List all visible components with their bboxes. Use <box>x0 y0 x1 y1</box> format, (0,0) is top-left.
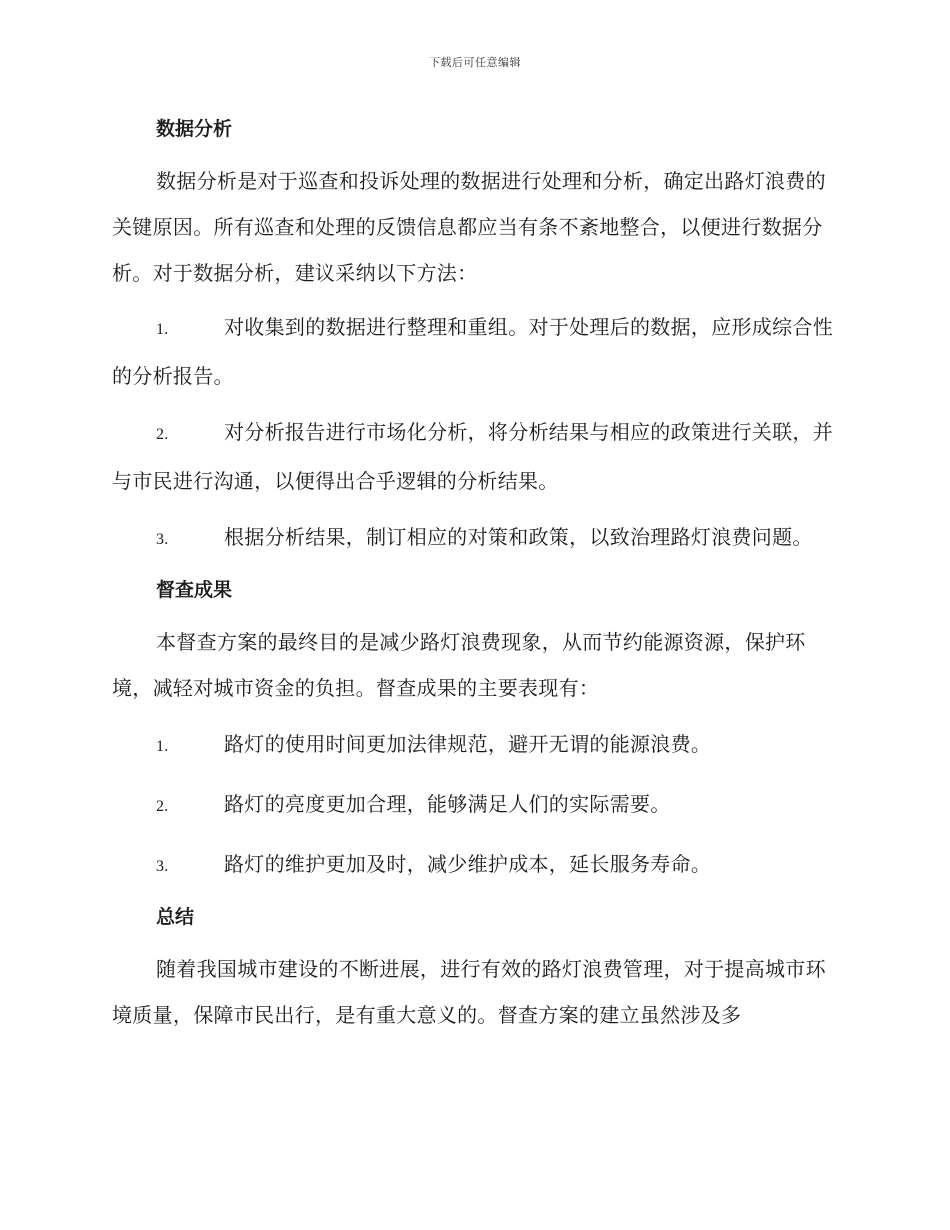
list-item <box>112 304 834 399</box>
paragraph-supervision-results-intro: 本督查方案的最终目的是减少路灯浪费现象，从而节约能源资源，保护环境，减轻对城市资金的负担。督查成果的主要表现有： <box>112 630 806 700</box>
list-item <box>112 409 834 504</box>
paragraph-summary: 随着我国城市建设的不断进展，进行有效的路灯浪费管理，对于提高城市环境质量，保障市民出行，是有重大意义的。督查方案的建立虽然涉及多 <box>112 957 826 1027</box>
list-item-text: 路灯的使用时间更加法律规范，避开无谓的能源浪费。 <box>224 732 712 756</box>
list-item-number: 3. <box>156 858 169 875</box>
paragraph-data-analysis-intro: 数据分析是对于巡查和投诉处理的数据进行处理和分析，确定出路灯浪费的关键原因。所有巡查和处理的反馈信息都应当有条不紊地整合，以便进行数据分析。对于数据分析，建议采纳以下方法： <box>112 169 826 285</box>
list-item <box>112 781 834 830</box>
list-item-number: 1. <box>156 321 169 338</box>
list-item-text: 对收集到的数据进行整理和重组。对于处理后的数据，应形成综合性的分析报告。 <box>112 315 833 388</box>
header-note: 下载后可任意编辑 <box>429 56 521 69</box>
list-item <box>112 721 834 770</box>
list-item <box>112 841 834 890</box>
list-item-number: 2. <box>156 798 169 815</box>
list-item <box>112 514 834 563</box>
section-heading-supervision-results: 督查成果 <box>156 579 233 601</box>
list-item-number: 1. <box>156 738 169 755</box>
list-item-text: 路灯的亮度更加合理，能够满足人们的实际需要。 <box>224 792 671 816</box>
list-item-text: 对分析报告进行市场化分析，将分析结果与相应的政策进行关联，并与市民进行沟通，以便得出合乎逻辑的分析结果。 <box>112 420 833 493</box>
section-heading-summary: 总结 <box>156 906 195 928</box>
list-item-text: 根据分析结果，制订相应的对策和政策，以致治理路灯浪费问题。 <box>224 525 813 549</box>
list-item-number: 2. <box>156 426 169 443</box>
section-heading-data-analysis: 数据分析 <box>156 118 233 140</box>
document-body <box>112 112 834 1038</box>
list-item-number: 3. <box>156 531 169 548</box>
list-item-text: 路灯的维护更加及时，减少维护成本，延长服务寿命。 <box>224 852 712 876</box>
